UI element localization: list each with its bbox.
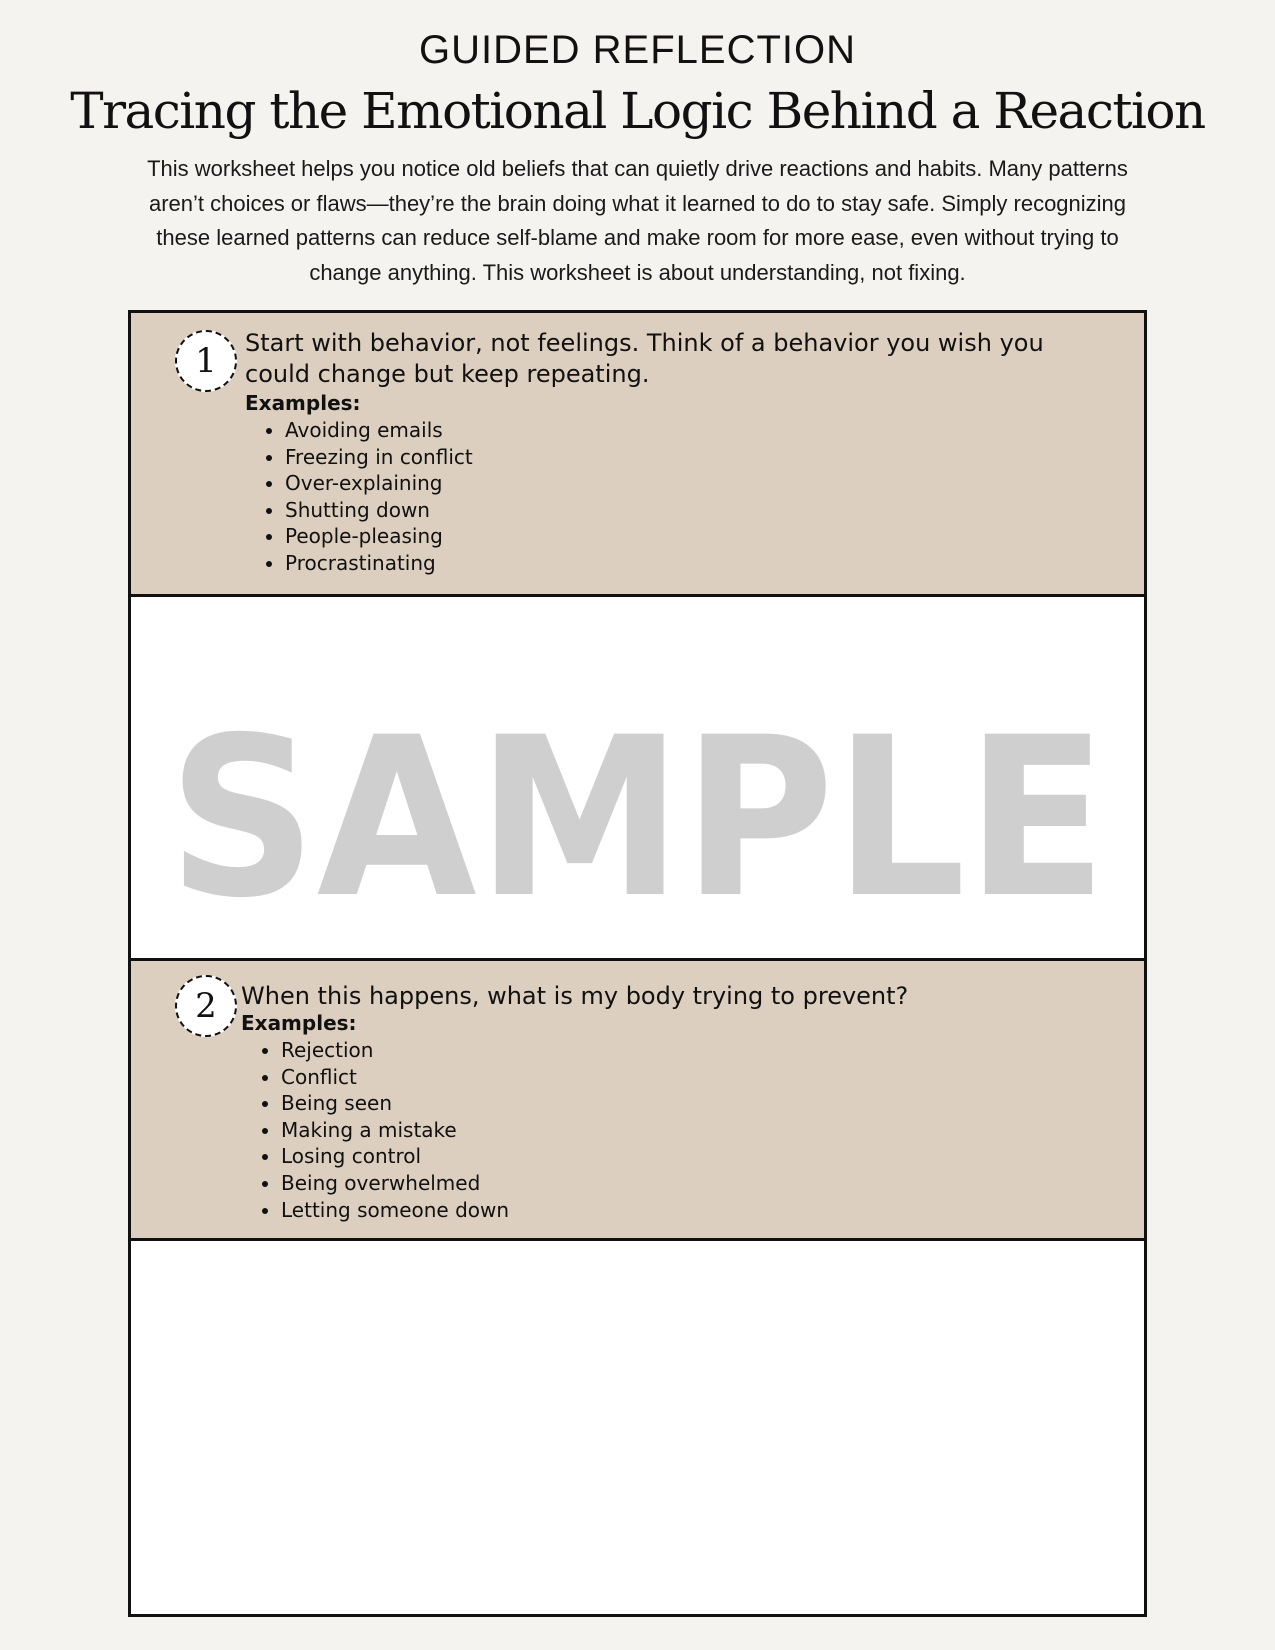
list-item: • Over-explaining xyxy=(285,470,473,497)
number-badge: 2 xyxy=(175,975,237,1037)
section-2-answer-area[interactable] xyxy=(131,1241,1144,1614)
list-item: • Rejection xyxy=(281,1037,509,1064)
list-item: • Losing control xyxy=(281,1143,509,1170)
section-1-prompt xyxy=(131,313,1144,597)
number-badge: 1 xyxy=(175,330,237,392)
list-item: • Making a mistake xyxy=(281,1117,509,1144)
list-item: • Shutting down xyxy=(285,497,473,524)
examples-list xyxy=(245,417,473,577)
list-item: • Being overwhelmed xyxy=(281,1170,509,1197)
eyebrow-heading: GUIDED REFLECTION xyxy=(418,28,857,72)
intro-paragraph: This worksheet helps you notice old beliefs that can quietly drive reactions and habits. Many patterns aren’t choices or flaws—they’re the brain doing what it learned to do to stay safe. Simply recognizing these learned patterns can reduce self-blame and make room for more ease, even without trying to change anything. This worksheet is about understanding, not fixing. xyxy=(147,156,1128,285)
list-item: • Being seen xyxy=(281,1090,509,1117)
examples-list xyxy=(241,1037,509,1223)
page-title: Tracing the Emotional Logic Behind a Reaction xyxy=(70,82,1205,140)
list-item: • Letting someone down xyxy=(281,1197,509,1224)
list-item: • Procrastinating xyxy=(285,550,473,577)
section-2-prompt xyxy=(131,958,1144,1241)
examples-label: Examples: xyxy=(241,1011,357,1035)
worksheet-box xyxy=(128,310,1147,1617)
section-2-question: When this happens, what is my body trying to prevent? xyxy=(241,982,909,1010)
list-item: • Freezing in conflict xyxy=(285,444,473,471)
list-item: • Conflict xyxy=(281,1064,509,1091)
examples-label: Examples: xyxy=(245,391,361,415)
list-item: • People-pleasing xyxy=(285,523,473,550)
list-item: • Avoiding emails xyxy=(285,417,473,444)
section-1-answer-area[interactable] xyxy=(131,597,1144,955)
sample-watermark: SAMPLE xyxy=(167,690,1108,946)
section-1-question: Start with behavior, not feelings. Think of a behavior you wish you could change but keep repeating. xyxy=(245,329,1044,388)
